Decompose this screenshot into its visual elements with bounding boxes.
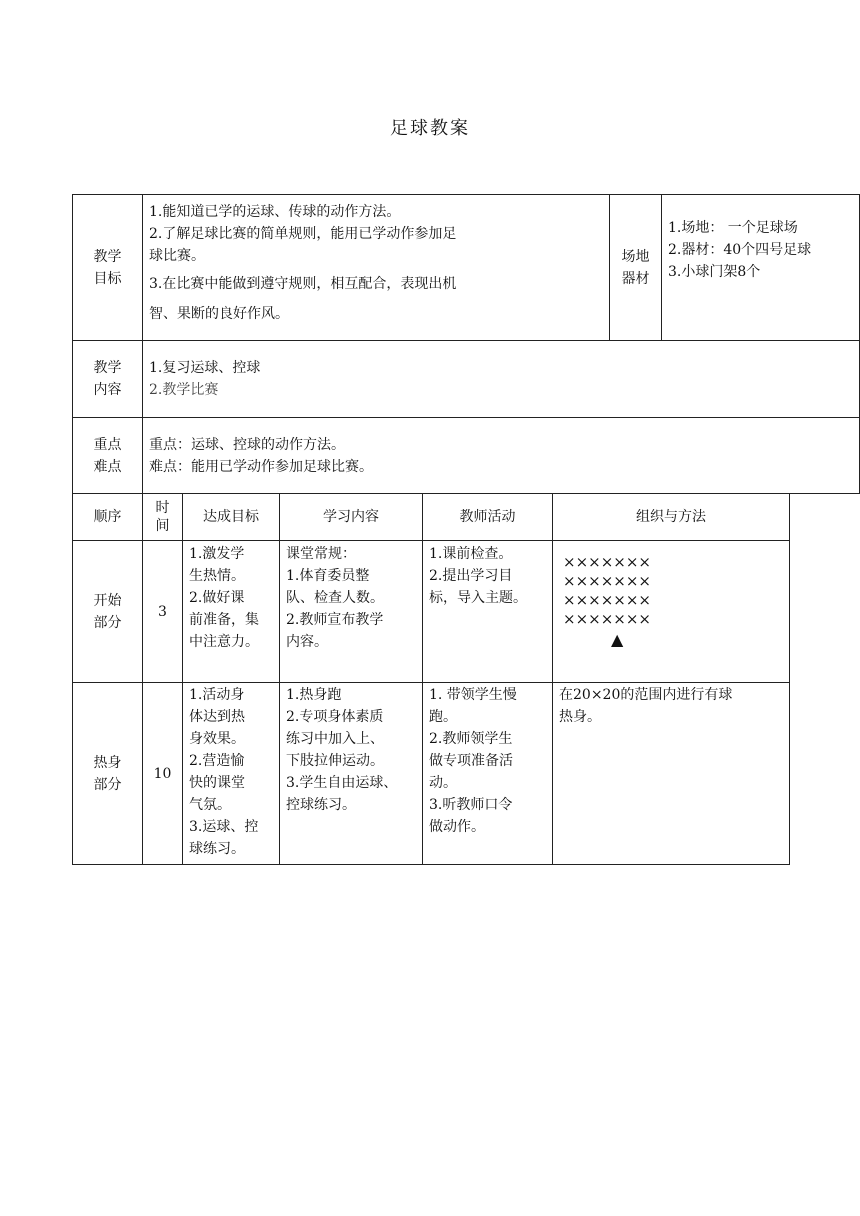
part-label: 热身 部分	[73, 683, 143, 865]
keypoint-item: 重点：运球、控球的动作方法。	[149, 436, 345, 453]
venue-item: 2.器材：40个四号足球	[668, 242, 812, 258]
header-study: 学习内容	[280, 494, 423, 541]
content-list	[143, 341, 860, 418]
header-org: 组织与方法	[553, 494, 790, 541]
lesson-procedure-table	[72, 493, 790, 865]
part-study: 1.热身跑 2.专项身体素质 练习中加入上、 下肢拉伸运动。 3.学生自由运球、 控球练习。	[280, 683, 423, 865]
formation-row: ×××××××	[563, 572, 651, 590]
formation-diagram	[553, 541, 790, 683]
part-org: 在20×20的范围内进行有球 热身。	[553, 683, 790, 865]
goals-row	[73, 195, 860, 341]
goal-item: 2.了解足球比赛的简单规则，能用已学动作参加足	[149, 226, 457, 242]
part-study: 课堂常规： 1.体育委员整 队、检查人数。 2.教师宣布教学 内容。	[280, 541, 423, 683]
part-time: 3	[143, 541, 183, 683]
goal-item: 3.在比赛中能做到遵守规则，相互配合，表现出机	[149, 276, 457, 292]
procedure-header-row	[73, 494, 790, 541]
header-time: 时 间	[143, 494, 183, 541]
table-row	[73, 541, 790, 683]
teacher-marker-icon: ▲	[611, 630, 624, 649]
part-label: 开始 部分	[73, 541, 143, 683]
keypoints-list	[143, 418, 860, 494]
page-title: 足球教案	[390, 118, 470, 139]
content-item: 1.复习运球、控球	[149, 360, 261, 376]
content-row	[73, 341, 860, 418]
part-teacher: 1.课前检查。 2.提出学习目 标，导入主题。	[423, 541, 553, 683]
venue-list	[662, 195, 860, 341]
content-item: 2.教学比赛	[149, 382, 219, 398]
header-teacher: 教师活动	[423, 494, 553, 541]
part-teacher: 1. 带领学生慢 跑。 2.教师领学生 做专项准备活 动。 3.听教师口令 做动作。	[423, 683, 553, 865]
content-label: 教学 内容	[73, 341, 143, 418]
table-row	[73, 683, 790, 865]
goal-item: 球比赛。	[149, 248, 205, 264]
goal-item: 1.能知道已学的运球、传球的动作方法。	[149, 204, 401, 220]
venue-item: 3.小球门架8个	[668, 264, 761, 280]
keypoints-row	[73, 418, 860, 494]
formation-row: ×××××××	[563, 610, 651, 628]
keypoint-item: 难点：能用已学动作参加足球比赛。	[149, 458, 373, 475]
venue-item: 1.场地： 一个足球场	[668, 220, 798, 236]
part-goal: 1.活动身 体达到热 身效果。 2.营造愉 快的课堂 气氛。 3.运球、控 球练习。	[183, 683, 280, 865]
lesson-plan-overview	[72, 194, 860, 494]
part-goal: 1.激发学 生热情。 2.做好课 前准备，集 中注意力。	[183, 541, 280, 683]
keypoints-label: 重点 难点	[73, 418, 143, 494]
header-goal: 达成目标	[183, 494, 280, 541]
part-time: 10	[143, 683, 183, 865]
venue-label: 场地 器材	[610, 195, 662, 341]
formation-row: ×××××××	[563, 553, 651, 571]
formation-row: ×××××××	[563, 591, 651, 609]
header-order: 顺序	[73, 494, 143, 541]
goal-item: 智、果断的良好作风。	[149, 306, 289, 322]
goals-list	[143, 195, 610, 341]
goals-label: 教学 目标	[73, 195, 143, 341]
